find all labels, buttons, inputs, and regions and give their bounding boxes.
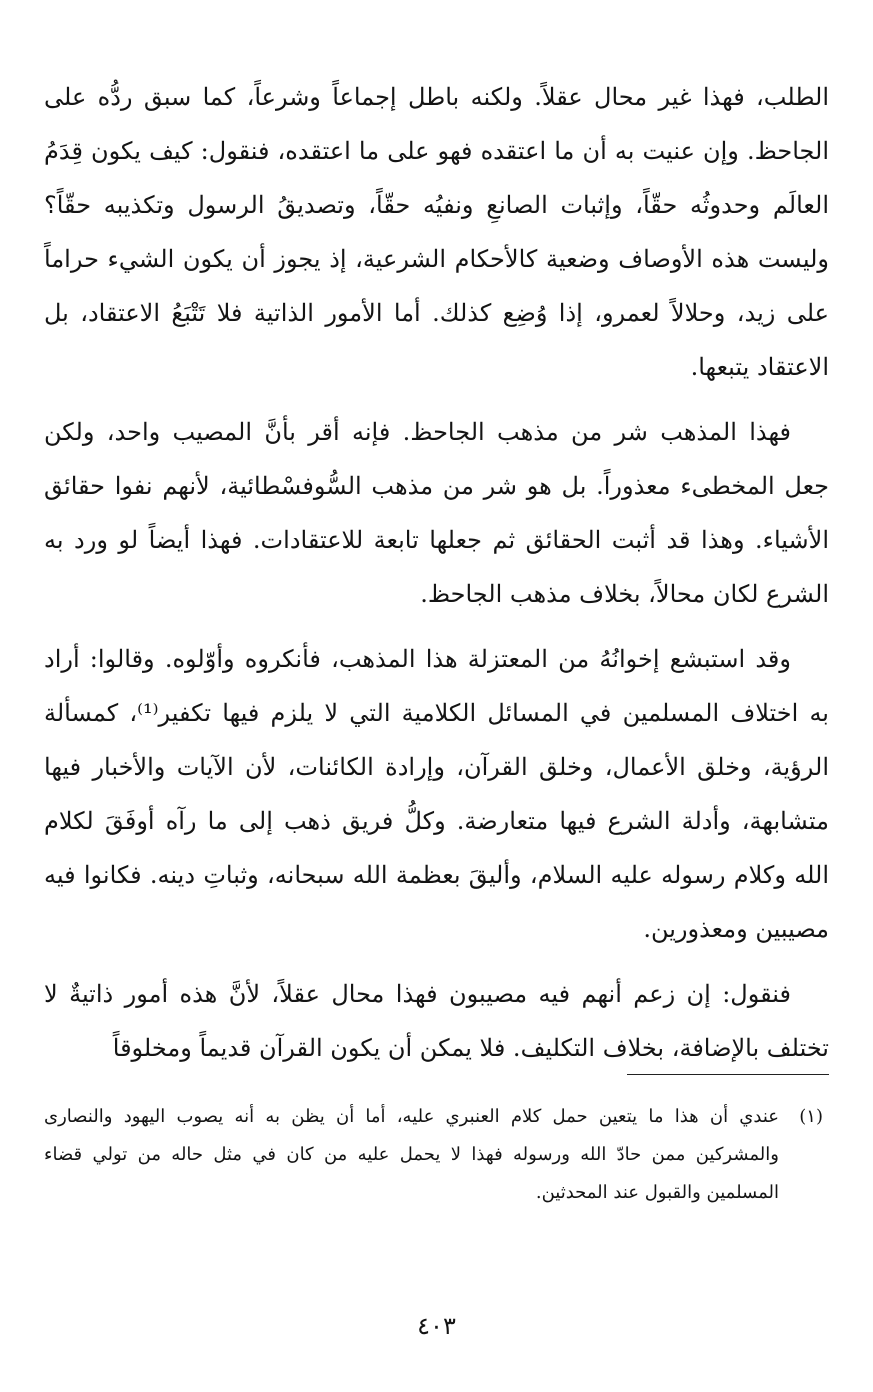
paragraph-3: وقد استبشع إخوانُهُ من المعتزلة هذا المذهب، فأنكروه وأوّلوه. وقالوا: أراد به اختلاف المسلمين في المسائل الكلامية التي لا يلزم فيها تكفير⁽¹⁾، كمسألة الرؤية، وخلق الأعمال، وخلق القرآن، وإرادة الكائنات، لأن الآيات والأخبار فيها متشابهة، وأدلة الشرع فيها متعارضة. وكلُّ فريق ذهب إلى ما رآه أوفَقَ لكلام الله وكلام رسوله عليه السلام، وأليقَ بعظمة الله سبحانه، وثباتِ دينه. فكانوا فيه مصيبين ومعذورين. bbox=[44, 645, 829, 943]
paragraph-4: فنقول: إن زعم أنهم فيه مصيبون فهذا محال عقلاً، لأنَّ هذه أمور ذاتيةٌ لا تختلف بالإضافة، بخلاف التكليف. فلا يمكن أن يكون القرآن قديماً ومخلوقاً bbox=[44, 980, 829, 1062]
footnotes bbox=[44, 1098, 829, 1212]
footnote-marker: (١) bbox=[799, 1106, 823, 1127]
main-text bbox=[44, 70, 829, 1086]
footnote-text: عندي أن هذا ما يتعين حمل كلام العنبري عليه، أما أن يظن به أنه يصوب اليهود والنصارى والمشركين ممن حادّ الله ورسوله فهذا لا يحمل عليه من كان في مثل حاله من تولي قضاء المسلمين والقبول عند المحدثين. bbox=[44, 1106, 779, 1203]
paragraph-2: فهذا المذهب شر من مذهب الجاحظ. فإنه أقر بأنَّ المصيب واحد، ولكن جعل المخطىء معذوراً. بل هو شر من مذهب السُّوفسْطائية، لأنهم نفوا حقائق الأشياء. وهذا قد أثبت الحقائق ثم جعلها تابعة للاعتقادات. فهذا أيضاً لو ورد به الشرع لكان محالاً، بخلاف مذهب الجاحظ. bbox=[44, 418, 829, 608]
paragraph-1: الطلب، فهذا غير محال عقلاً. ولكنه باطل إجماعاً وشرعاً، كما سبق ردُّه على الجاحظ. وإن عنيت به أن ما اعتقده فهو على ما اعتقده، فنقول: كيف يكون قِدَمُ العالَم وحدوثُه حقّاً، وإثبات الصانعِ ونفيُه حقّاً، وتصديقُ الرسول وتكذيبه حقّاً؟ وليست هذه الأوصاف وضعية كالأحكام الشرعية، إذ يجوز أن يكون الشيء حراماً على زيد، وحلالاً لعمرو، إذا وُضِع كذلك. أما الأمور الذاتية فلا تَتْبَعُ الاعتقاد، بل الاعتقاد يتبعها. bbox=[44, 83, 829, 381]
footnote-1 bbox=[44, 1098, 829, 1212]
page-number: ٤٠٣ bbox=[417, 1312, 456, 1340]
footnote-separator bbox=[627, 1074, 829, 1075]
